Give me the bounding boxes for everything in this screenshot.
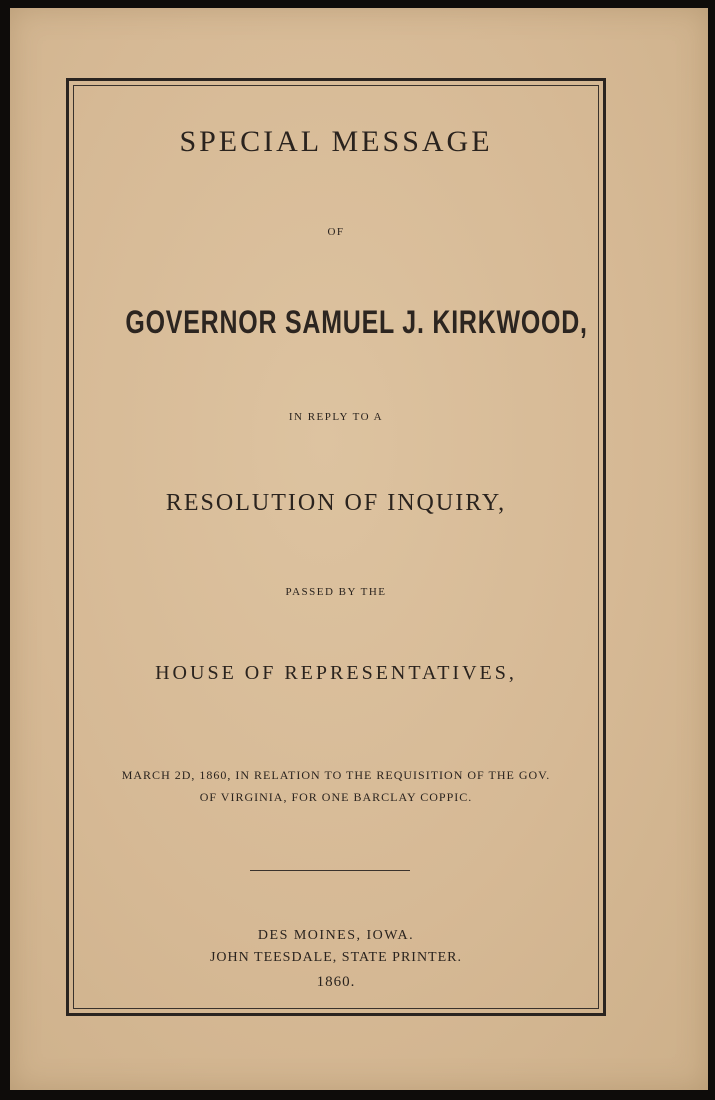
pamphlet-cover [10, 8, 708, 1090]
imprint-city: DES MOINES, IOWA. [257, 928, 415, 943]
house-heading: HOUSE OF REPRESENTATIVES, [155, 662, 517, 684]
governor-name: GOVERNOR SAMUEL J. KIRKWOOD, [125, 304, 588, 340]
date-line-1: MARCH 2D, 1860, IN RELATION TO THE REQUISITION OF THE GOV. [121, 768, 551, 782]
resolution-heading: RESOLUTION OF INQUIRY, [165, 490, 507, 516]
separator-rule [250, 870, 410, 871]
date-line-2: OF VIRGINIA, FOR ONE BARCLAY COPPIC. [199, 790, 473, 804]
imprint-year: 1860. [316, 974, 356, 990]
document-title: SPECIAL MESSAGE [179, 125, 493, 158]
imprint-printer: JOHN TEESDALE, STATE PRINTER. [209, 950, 462, 965]
in-reply-text: IN REPLY TO A [288, 411, 384, 423]
passed-by-text: PASSED BY THE [285, 586, 387, 598]
of-text: OF [327, 226, 345, 238]
